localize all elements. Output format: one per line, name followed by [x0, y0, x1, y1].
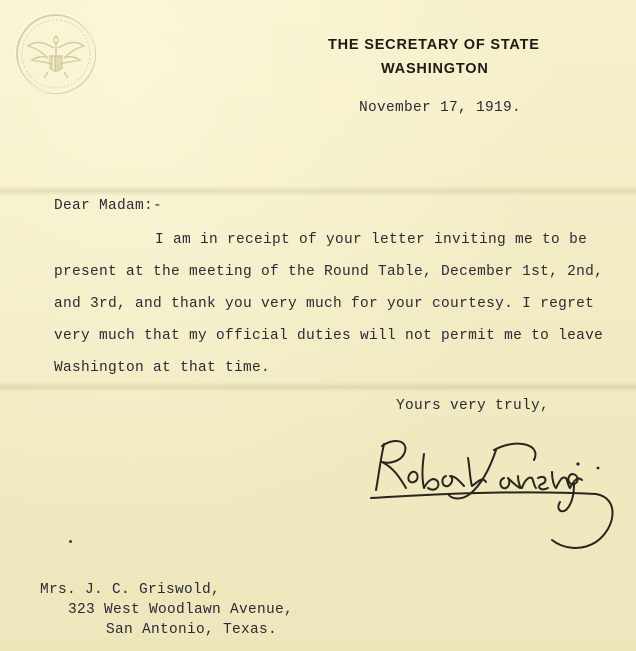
body-line: I am in receipt of your letter inviting me to be — [155, 232, 588, 248]
body-line: and 3rd, and thank you very much for your courtesy. I regret — [54, 296, 595, 312]
great-seal-embossed-icon — [14, 12, 98, 96]
body-line: very much that my official duties will not permit me to leave — [54, 328, 604, 344]
letterhead-city: WASHINGTON — [381, 61, 489, 77]
letter-date: November 17, 1919. — [359, 100, 522, 116]
salutation: Dear Madam:- — [54, 198, 163, 214]
recipient-name: Mrs. J. C. Griswold, — [40, 582, 221, 598]
body-line: present at the meeting of the Round Table, December 1st, 2nd, — [54, 264, 604, 280]
body-line: Washington at that time. — [54, 360, 271, 376]
recipient-city: San Antonio, Texas. — [106, 622, 278, 638]
paper-fold-line — [0, 382, 636, 392]
closing: Yours very truly, — [396, 398, 550, 414]
signature-image — [366, 428, 626, 554]
letterhead-title: THE SECRETARY OF STATE — [328, 37, 540, 53]
paper-fold-line — [0, 186, 636, 196]
ink-speck — [69, 540, 72, 543]
recipient-street: 323 West Woodlawn Avenue, — [68, 602, 294, 618]
